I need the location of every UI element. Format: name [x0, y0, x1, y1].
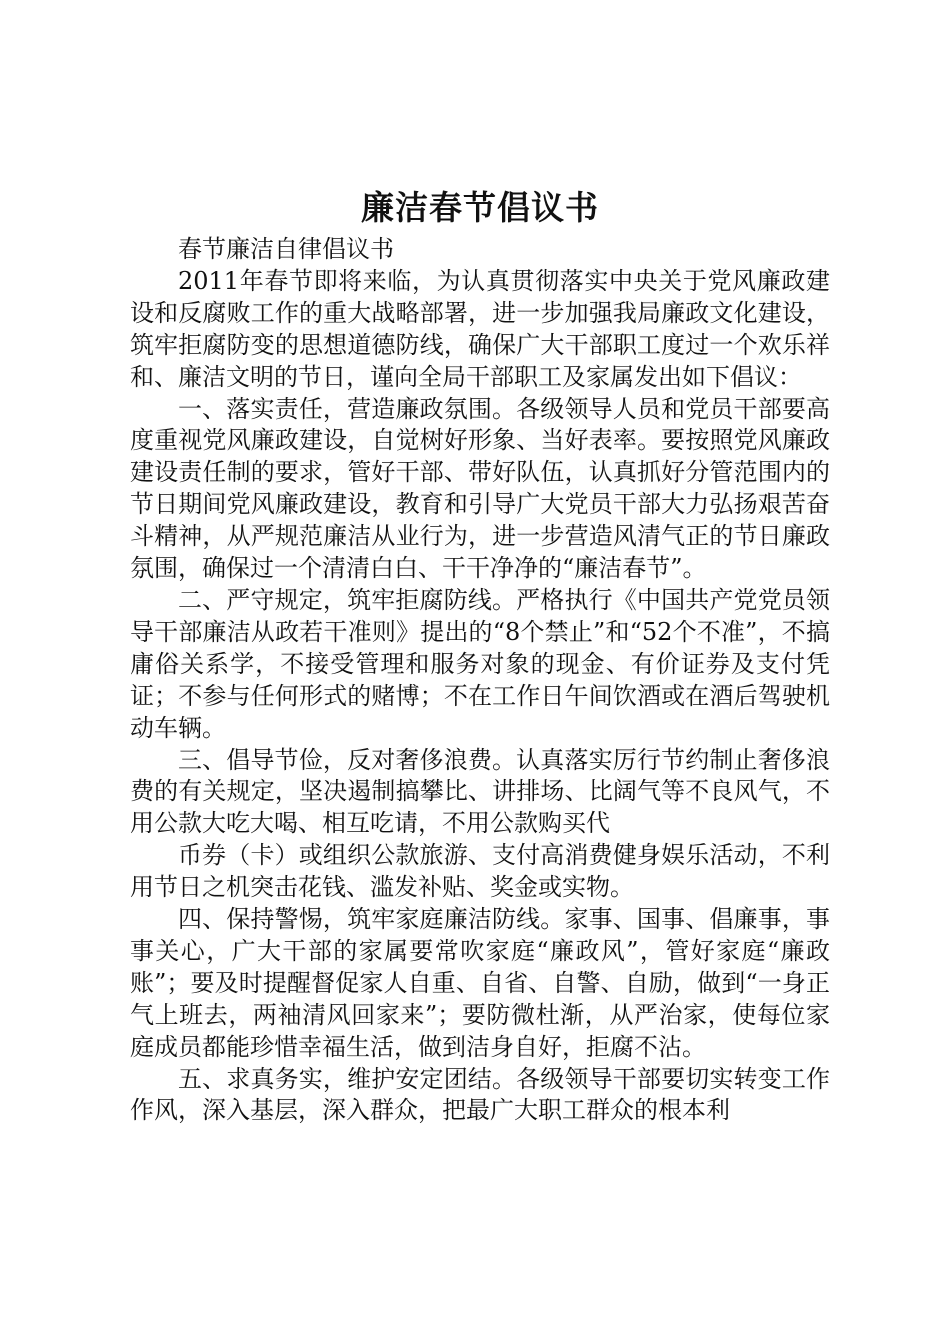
proposal-paragraph-2: 二、严守规定，筑牢拒腐防线。严格执行《中国共产党党员领导干部廉洁从政若干准则》提出的“8个禁止”和“52个不准”，不搞庸俗关系学，不接受管理和服务对象的现金、有价证券及支付凭证；不参与任何形式的赌博；不在工作日午间饮酒或在酒后驾驶机动车辆。 [130, 585, 830, 742]
document-title: 廉洁春节倡议书 [361, 188, 599, 227]
proposal-paragraph-4: 四、保持警惕，筑牢家庭廉洁防线。家事、国事、倡廉事，事事关心，广大干部的家属要常吹家庭“廉政风”，管好家庭“廉政账”；要及时提醒督促家人自重、自省、自警、自励，做到“一身正气上班去，两袖清风回家来”；要防微杜渐，从严治家，使每位家庭成员都能珍惜幸福生活，做到洁身自好，拒腐不沾。 [130, 905, 830, 1061]
proposal-paragraph-3: 三、倡导节俭，反对奢侈浪费。认真落实厉行节约制止奢侈浪费的有关规定，坚决遏制搞攀比、讲排场、比阔气等不良风气，不用公款大吃大喝、相互吃请，不用公款购买代 [130, 745, 830, 838]
document-body [130, 234, 830, 1127]
intro-paragraph: 2011年春节即将来临，为认真贯彻落实中央关于党风廉政建设和反腐败工作的重大战略部署，进一步加强我局廉政文化建设，筑牢拒腐防变的思想道德防线，确保广大干部职工度过一个欢乐祥和、廉洁文明的节日，谨向全局干部职工及家属发出如下倡议： [130, 266, 830, 391]
proposal-paragraph-5: 五、求真务实，维护安定团结。各级领导干部要切实转变工作作风，深入基层，深入群众，把最广大职工群众的根本利 [130, 1064, 830, 1125]
subtitle-paragraph: 春节廉洁自律倡议书 [178, 235, 394, 263]
proposal-paragraph-1: 一、落实责任，营造廉政氛围。各级领导人员和党员干部要高度重视党风廉政建设，自觉树好形象、当好表率。要按照党风廉政建设责任制的要求，管好干部、带好队伍，认真抓好分管范围内的节日期间党风廉政建设，教育和引导广大党员干部大力弘扬艰苦奋斗精神，从严规范廉洁从业行为，进一步营造风清气正的节日廉政氛围，确保过一个清清白白、干干净净的“廉洁春节”。 [130, 394, 830, 583]
proposal-paragraph-3-continued: 币券（卡）或组织公款旅游、支付高消费健身娱乐活动，不利用节日之机突击花钱、滥发补贴、奖金或实物。 [130, 841, 830, 902]
